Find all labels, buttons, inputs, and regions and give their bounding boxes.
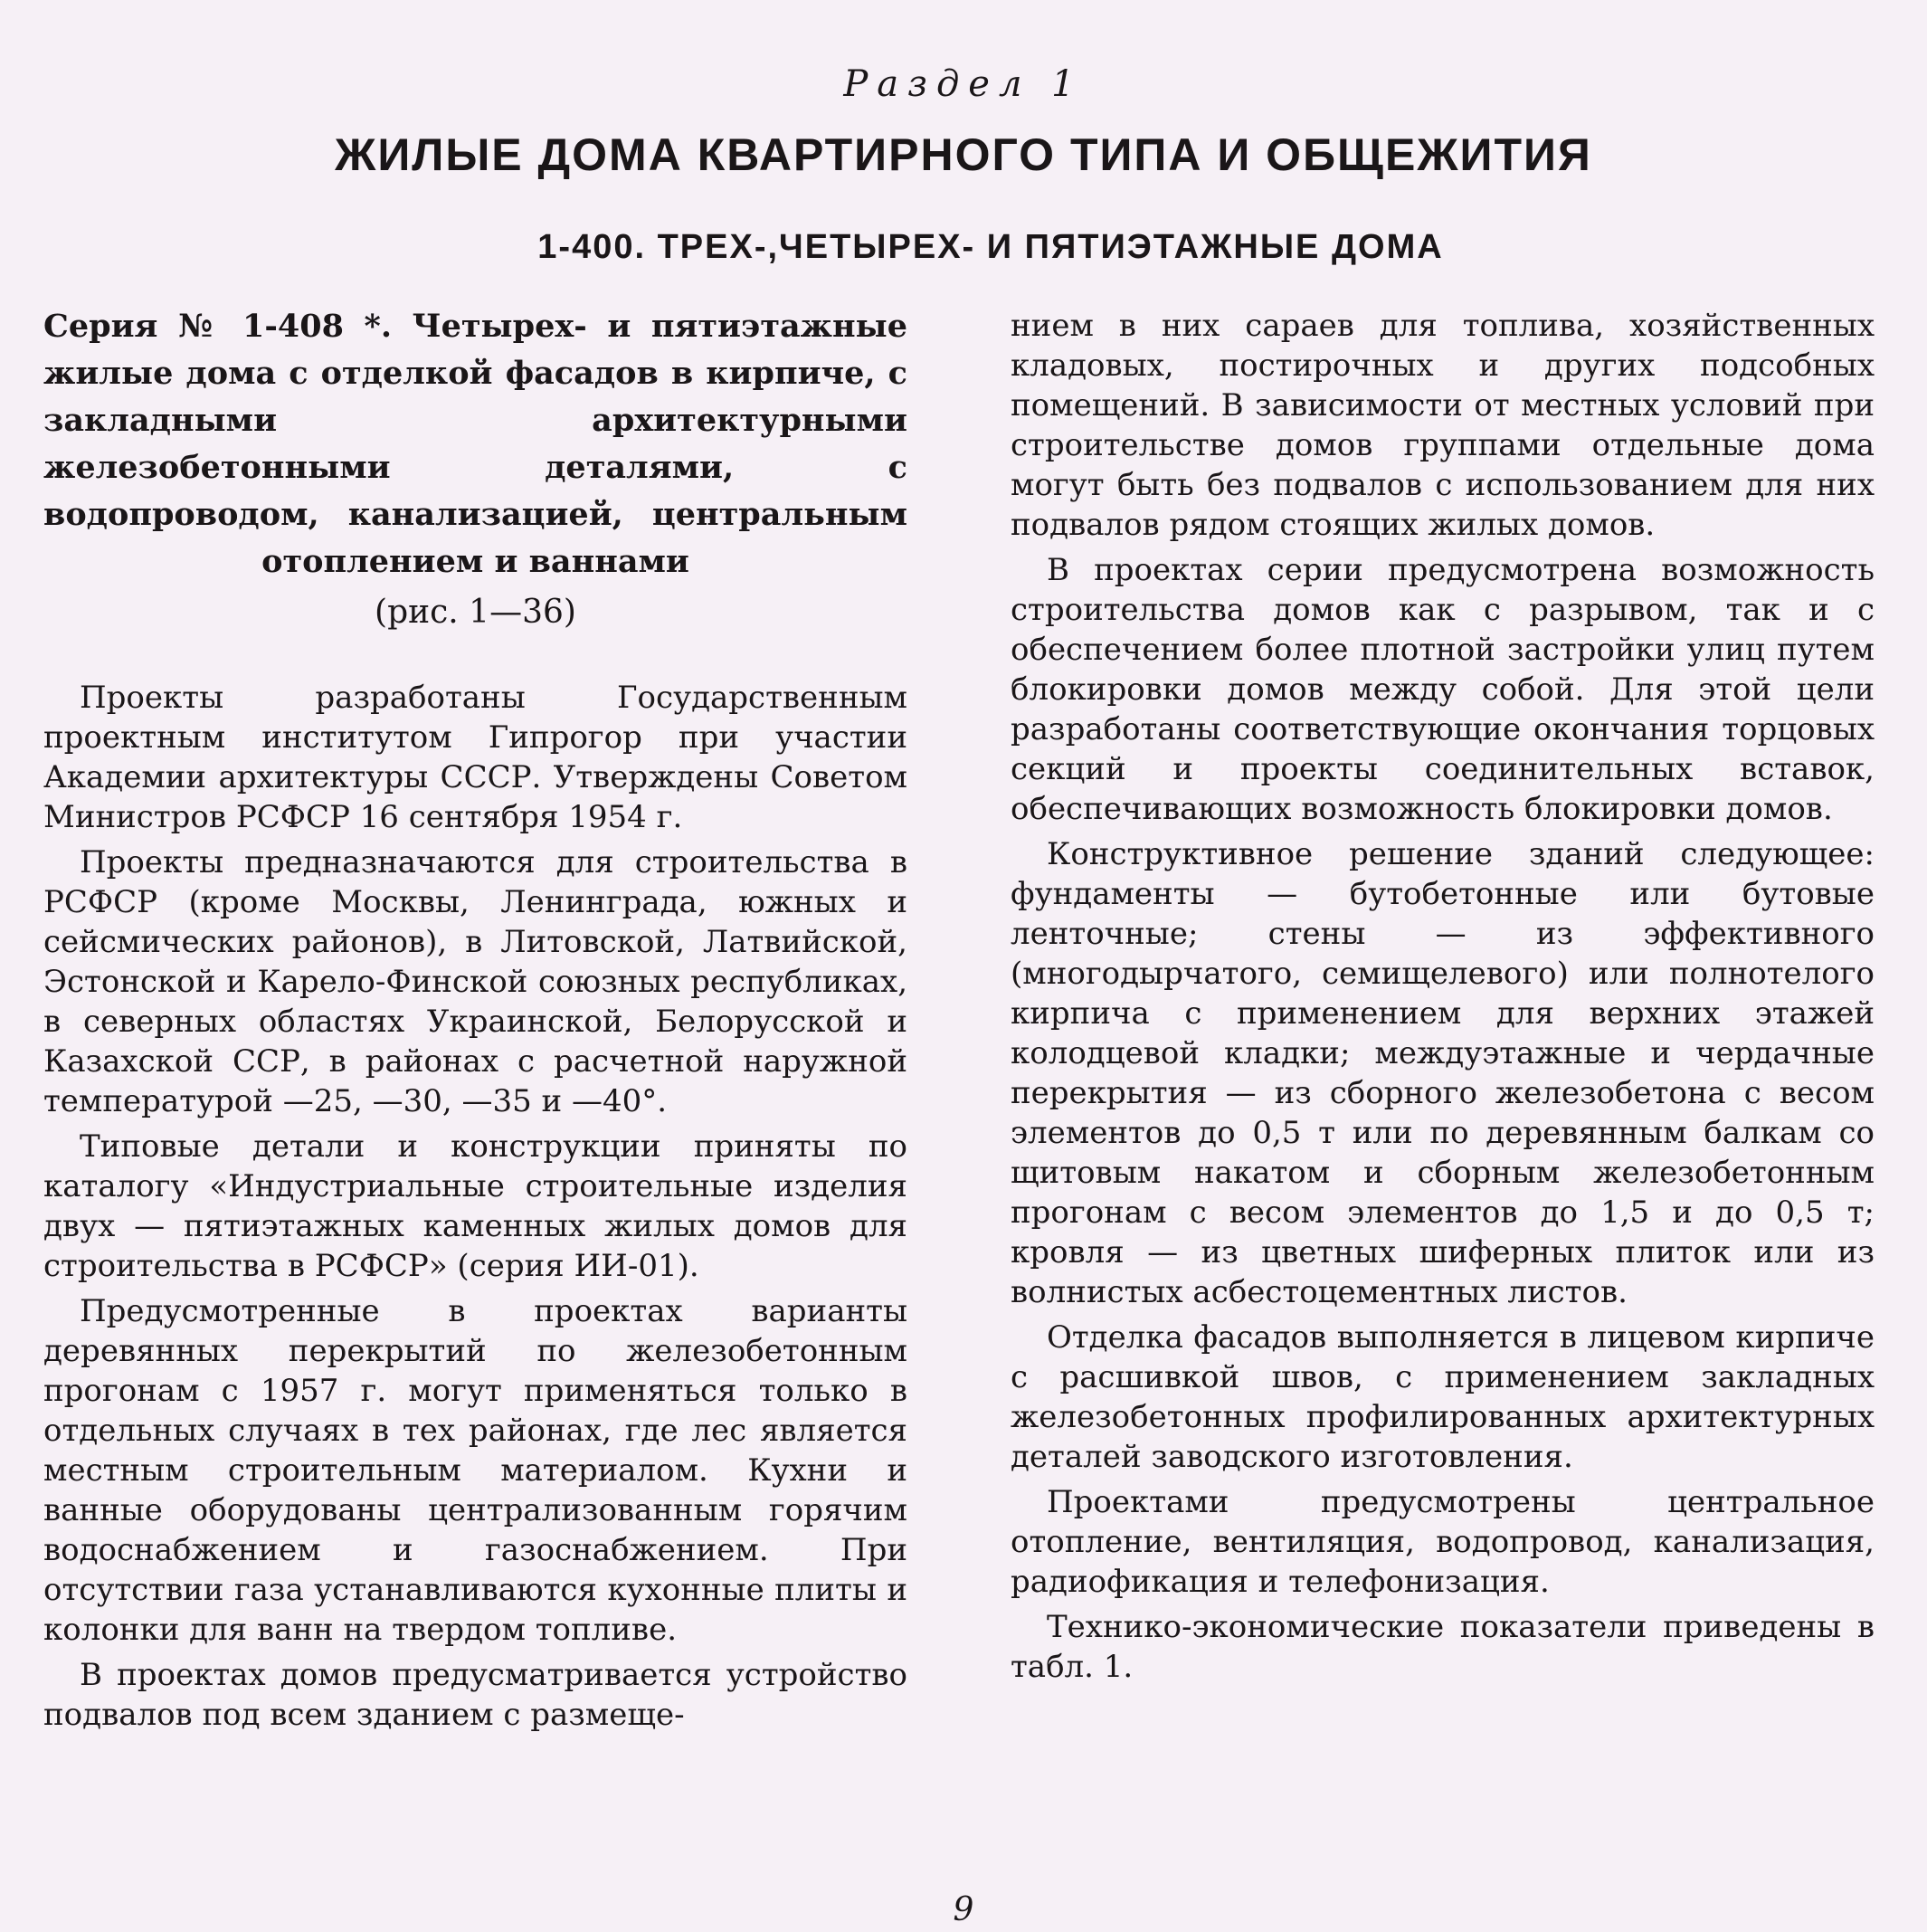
paragraph: Проектами предусмотрены центральное отопление, вентиляция, водопровод, канализация, радиофикация и телефонизация. xyxy=(1011,1484,1875,1600)
series-heading: Серия № 1-408 *. Четырех- и пятиэтажные жилые дома с отделкой фасадов в кирпиче, с закладными архитектурными железобетонными деталями, с водопроводом, канализацией, центральным отоплением и ваннами xyxy=(43,308,907,580)
paragraph: Проекты разработаны Государственным проектным институтом Гипрогор при участии Академии архитектуры СССР. Утверждены Советом Министров РСФСР 16 сентября 1954 г. xyxy=(43,680,907,835)
paragraph: Технико-экономические показатели приведены в табл. 1. xyxy=(1011,1609,1875,1685)
main-title: ЖИЛЫЕ ДОМА КВАРТИРНОГО ТИПА И ОБЩЕЖИТИЯ xyxy=(335,129,1592,180)
paragraph: В проектах серии предусмотрена возможность строительства домов как с разрывом, так и с обеспечением более плотной застройки улиц путем блокировки домов между собой. Для этой цели разработаны соответствующие окончания торцовых секций и проекты соединительных вставок, обеспечивающих возможность блокировки домов. xyxy=(1011,552,1875,827)
paragraph: Проекты предназначаются для строительства в РСФСР (кроме Москвы, Ленинграда, южных и сейсмических районов), в Литовской, Латвийской, Эстонской и Карело-Финской союзных республиках, в северных областях Украинской, Белорусской и Казахской ССР, в районах с расчетной наружной температурой —25, —30, —35 и —40°. xyxy=(43,844,907,1119)
paragraph-continuation: нием в них сараев для топлива, хозяйственных кладовых, постирочных и других подсобных помещений. В зависимости от местных условий при строительстве домов группами отдельные дома могут быть без подвалов с использованием для них подвалов рядом стоящих жилых домов. xyxy=(1011,308,1875,543)
paragraph: Предусмотренные в проектах варианты деревянных перекрытий по железобетонным прогонам с 1957 г. могут применяться только в отдельных случаях в тех районах, где лес является местным строительным материалом. Кухни и ванные оборудованы централизованным горячим водоснабжением и газоснабжением. При отсутствии газа устанавливаются кухонные плиты и колонки для ванн на твердом топливе. xyxy=(43,1293,907,1648)
paragraph: Конструктивное решение зданий следующее: фундаменты — бутобетонные или бутовые ленточные; стены — из эффективного (многодырчатого, семищелевого) или полнотелого кирпича с применением для верхних этажей колодцевой кладки; междуэтажные и чердачные перекрытия — из сборного железобетона с весом элементов до 0,5 т или по деревянным балкам со щитовым накатом и сборным железобетонным прогонам с весом элементов до 1,5 и до 0,5 т; кровля — из цветных шиферных плиток или из волнистых асбестоцементных листов. xyxy=(1011,836,1875,1310)
right-column xyxy=(1011,306,1875,1692)
paragraph: Отделка фасадов выполняется в лицевом кирпиче с расшивкой швов, с применением закладных железобетонных профилированных архитектурных деталей заводского изготовления. xyxy=(1011,1319,1875,1475)
figure-reference: (рис. 1—36) xyxy=(375,594,576,631)
section-label: Раздел 1 xyxy=(843,63,1084,105)
sub-title: 1-400. ТРЕХ-,ЧЕТЫРЕХ- И ПЯТИЭТАЖНЫЕ ДОМА xyxy=(537,228,1444,266)
paragraph: В проектах домов предусматривается устройство подвалов под всем зданием с размеще- xyxy=(43,1657,907,1733)
page-number: 9 xyxy=(953,1891,974,1928)
left-column xyxy=(43,303,907,1740)
paragraph: Типовые детали и конструкции приняты по каталогу «Индустриальные строительные изделия двух — пятиэтажных каменных жилых домов для строительства в РСФСР» (серия ИИ-01). xyxy=(43,1128,907,1284)
